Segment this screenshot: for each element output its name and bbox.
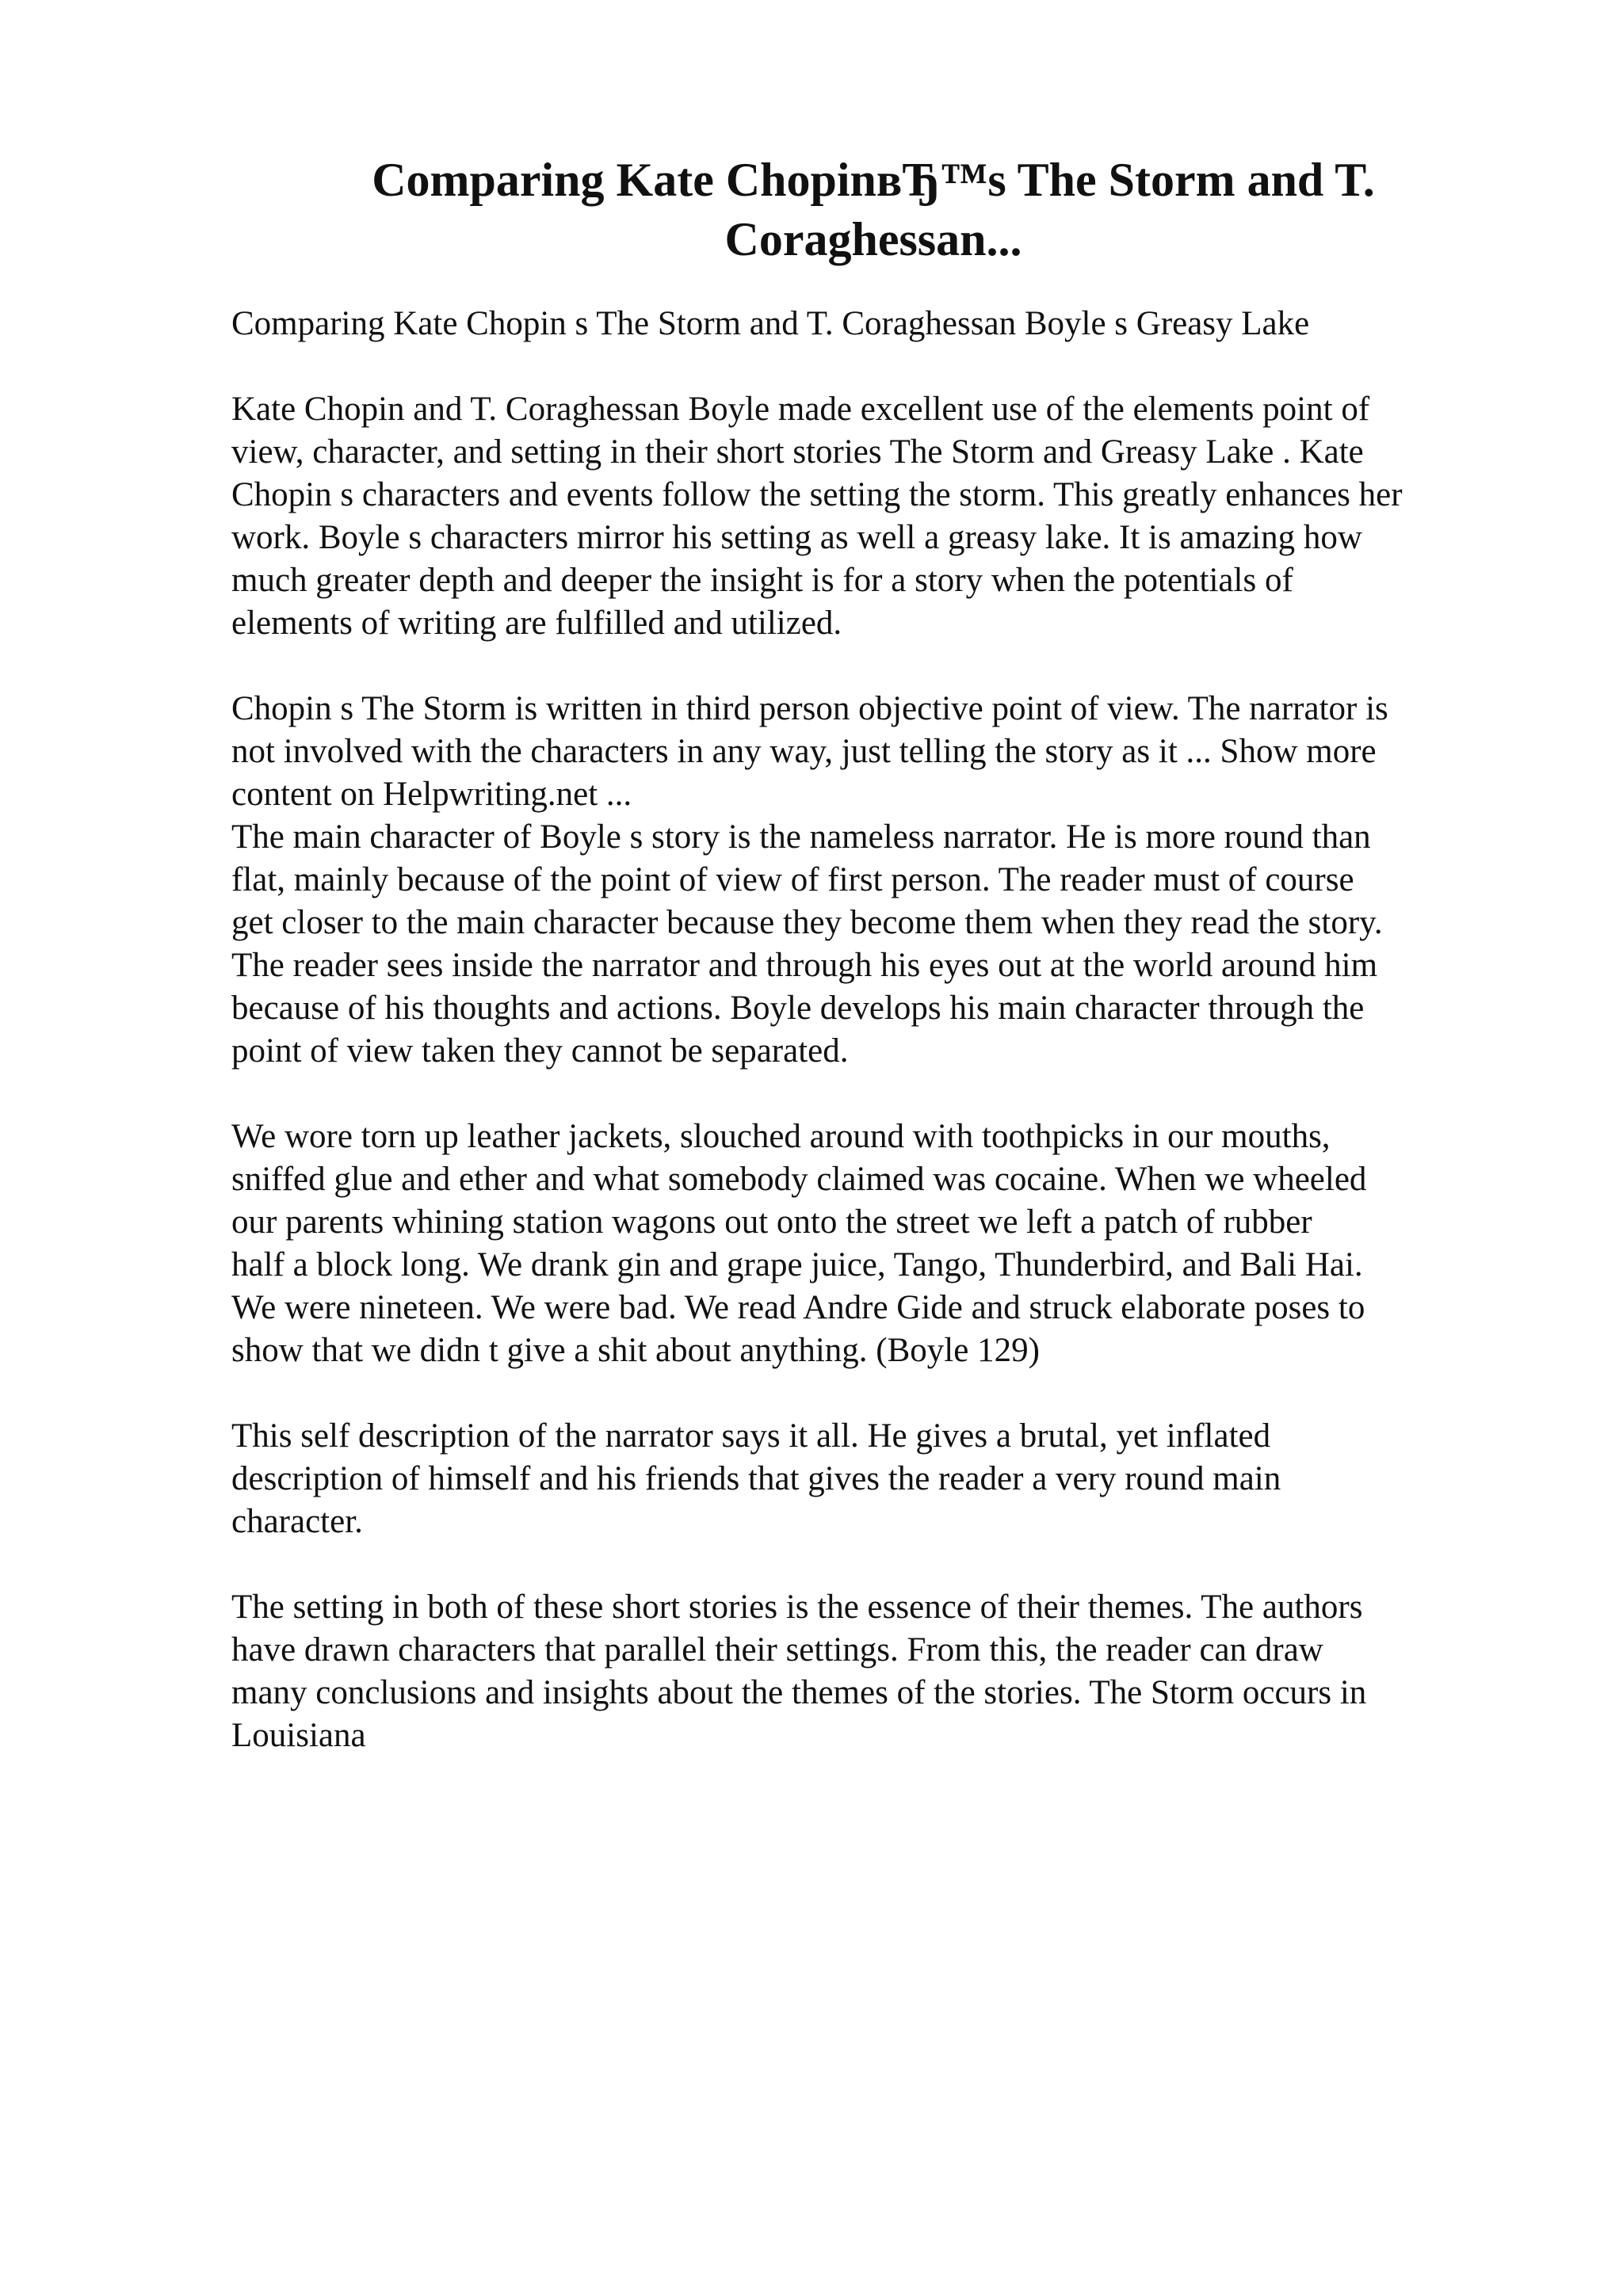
paragraph-line: many conclusions and insights about the themes of the stories. The Storm occurs in — [231, 1674, 1367, 1711]
paragraph-line: get closer to the main character because they become them when they read the story. — [231, 904, 1383, 941]
paragraph-line: point of view taken they cannot be separated. — [231, 1032, 849, 1070]
paragraph-intro — [231, 388, 1515, 645]
paragraph-line: Chopin s The Storm is written in third person objective point of view. The narrator is — [231, 690, 1388, 727]
paragraph-line: The main character of Boyle s story is the nameless narrator. He is more round than — [231, 818, 1371, 856]
paragraph-line: show that we didn t give a shit about anything. (Boyle 129) — [231, 1332, 1040, 1369]
document-title — [263, 151, 1484, 269]
paragraph-setting — [231, 1586, 1515, 1757]
document-page — [231, 151, 1515, 1757]
paragraph-line: We wore torn up leather jackets, slouched around with toothpicks in our mouths, — [231, 1118, 1331, 1155]
paragraph-line: character. — [231, 1503, 363, 1540]
paragraph-line: This self description of the narrator says it all. He gives a brutal, yet inflated — [231, 1417, 1271, 1455]
paragraph-line: because of his thoughts and actions. Boyle develops his main character through the — [231, 990, 1365, 1027]
title-line: Coraghessan... — [724, 213, 1022, 265]
paragraph-line: description of himself and his friends that gives the reader a very round main — [231, 1460, 1281, 1497]
title-line: Comparing Kate ChopinвЂ™s The Storm and T. — [372, 154, 1375, 206]
paragraph-line: view, character, and setting in their short stories The Storm and Greasy Lake . Kate — [231, 433, 1364, 471]
paragraph-line: have drawn characters that parallel their settings. From this, the reader can draw — [231, 1631, 1323, 1669]
paragraph-line: We were nineteen. We were bad. We read Andre Gide and struck elaborate poses to — [231, 1289, 1365, 1326]
paragraph-main-character — [231, 816, 1515, 1073]
paragraph-line: work. Boyle s characters mirror his setting as well a greasy lake. It is amazing how — [231, 519, 1362, 556]
paragraph-line: content on Helpwriting.net ... — [231, 776, 632, 813]
paragraph-line: sniffed glue and ether and what somebody claimed was cocaine. When we wheeled — [231, 1161, 1367, 1198]
paragraph-line: half a block long. We drank gin and grape juice, Tango, Thunderbird, and Bali Hai. — [231, 1246, 1363, 1283]
paragraph-self-description — [231, 1415, 1515, 1543]
paragraph-line: elements of writing are fulfilled and utilized. — [231, 605, 842, 642]
paragraph-quote — [231, 1116, 1515, 1372]
paragraph-line: Louisiana — [231, 1717, 366, 1754]
paragraph-point-of-view — [231, 688, 1515, 816]
paragraph-line: Chopin s characters and events follow the setting the storm. This greatly enhances her — [231, 476, 1403, 513]
paragraph-line: flat, mainly because of the point of view of first person. The reader must of course — [231, 861, 1354, 898]
paragraph-line: Kate Chopin and T. Coraghessan Boyle made excellent use of the elements point of — [231, 391, 1370, 428]
paragraph-line: our parents whining station wagons out onto the street we left a patch of rubber — [231, 1203, 1312, 1241]
document-subtitle: Comparing Kate Chopin s The Storm and T. Coraghessan Boyle s Greasy Lake — [231, 305, 1310, 342]
paragraph-line: much greater depth and deeper the insight is for a story when the potentials of — [231, 562, 1293, 599]
paragraph-line: The reader sees inside the narrator and through his eyes out at the world around him — [231, 947, 1378, 984]
paragraph-line: not involved with the characters in any way, just telling the story as it ... Show more — [231, 733, 1377, 770]
paragraph-line: The setting in both of these short stories is the essence of their themes. The authors — [231, 1589, 1363, 1626]
